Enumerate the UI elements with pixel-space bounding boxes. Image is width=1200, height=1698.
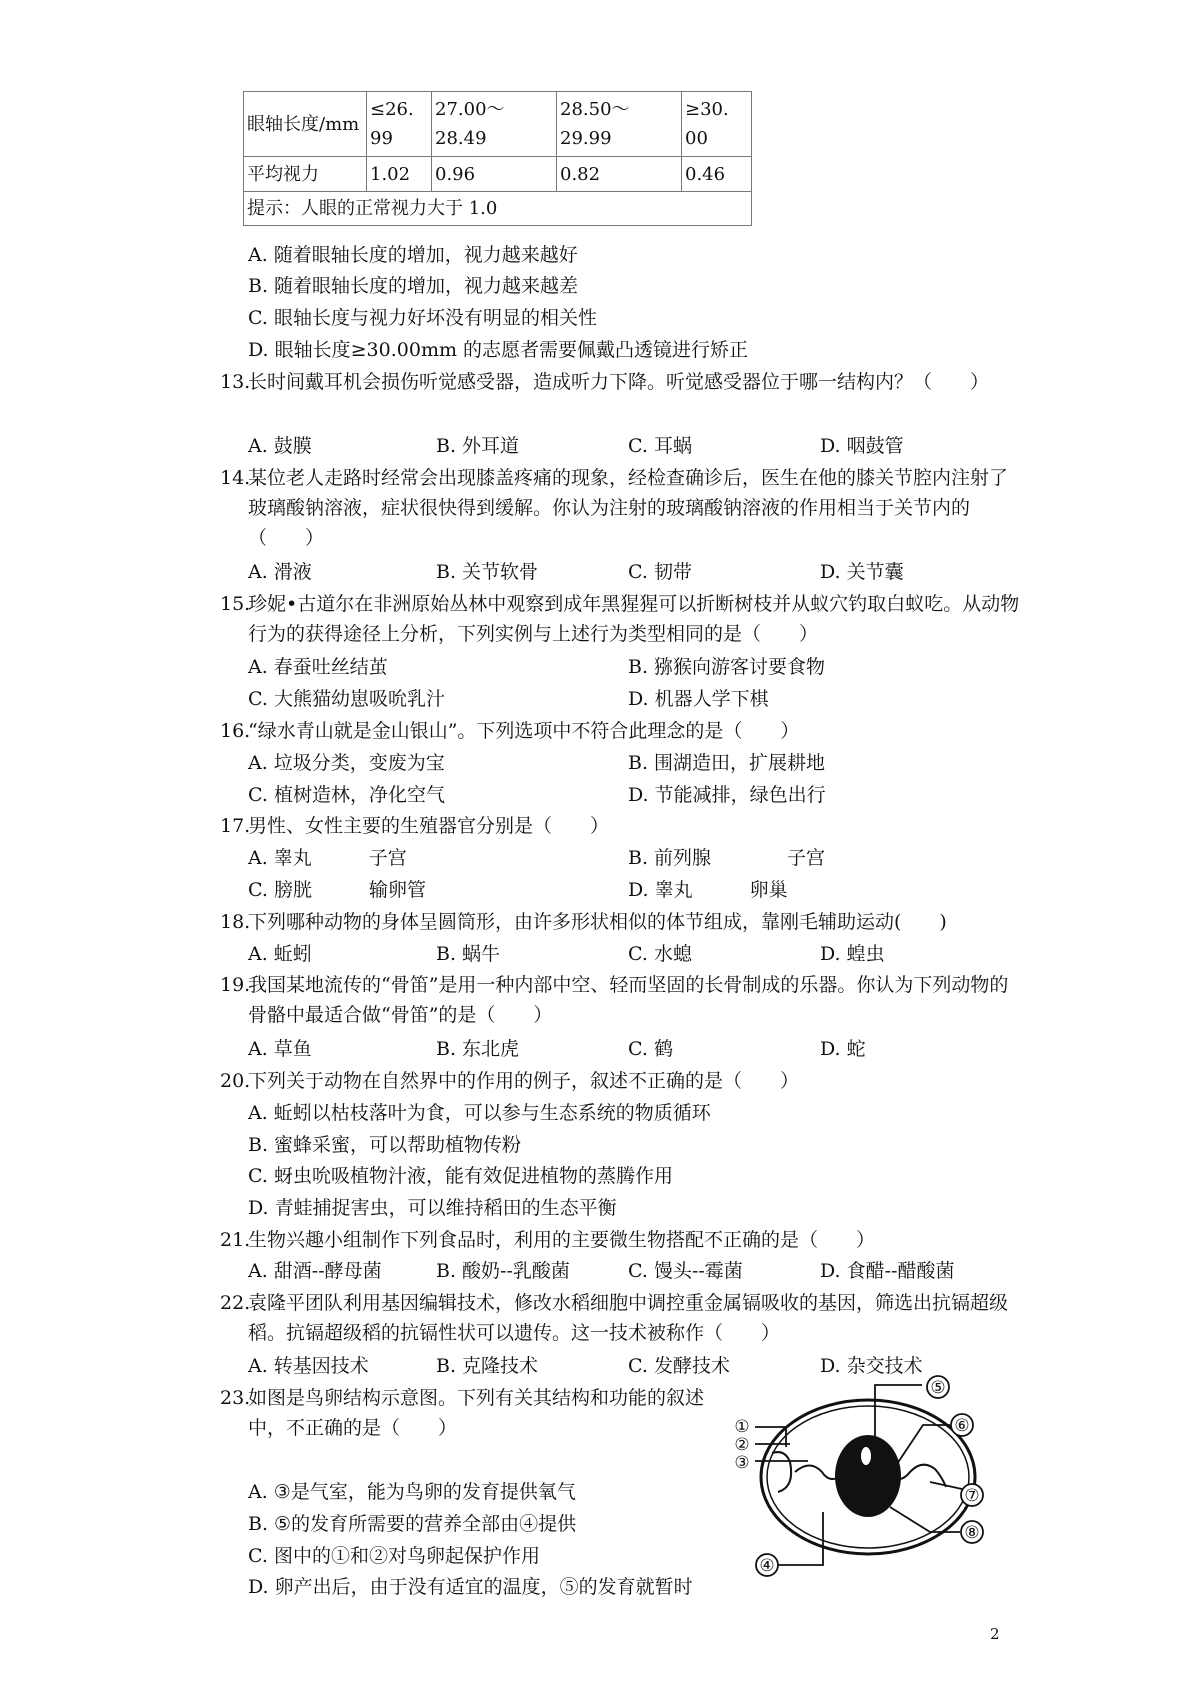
page-number: 2 [990,1625,1000,1643]
table-cell: 0.46 [682,157,752,192]
q16-option-c: C. 植树造林，净化空气 [248,784,445,806]
question-19 [220,970,1020,1030]
leader-line-6 [895,1425,950,1467]
q19-option-d: D. 蛇 [820,1038,866,1060]
air-chamber-line [772,1452,791,1492]
question-14 [220,463,1020,553]
q16-option-a: A. 垃圾分类，变废为宝 [248,752,445,774]
eye-axis-table [243,91,752,226]
q14-option-c: C. 韧带 [628,561,692,583]
table-cell: ≤26. 99 [367,92,432,157]
q17-option-b: B. 前列腺 子宫 [628,847,826,869]
question-text: 珍妮•古道尔在非洲原始丛林中观察到成年黑猩猩可以折断树枝并从蚁穴钓取白蚁吃。从动物行为的获得途径上分析，下列实例与上述行为类型相同的是（ ） [248,593,1020,645]
q22-option-d: D. 杂交技术 [820,1355,923,1377]
q17-option-c: C. 膀胱 输卵管 [248,879,426,901]
q12-option-b: B. 随着眼轴长度的增加，视力越来越差 [248,275,579,297]
question-text: 我国某地流传的“骨笛”是用一种内部中空、轻而坚固的长骨制成的乐器。你认为下列动物的骨骼中最适合做“骨笛”的是（ ） [248,974,1009,1026]
question-text: 长时间戴耳机会损伤听觉感受器，造成听力下降。听觉感受器位于哪一结构内？（ ） [248,371,990,393]
question-text: “绿水青山就是金山银山”。下列选项中不符合此理念的是（ ） [248,720,800,742]
q23-option-b: B. ⑤的发育所需要的营养全部由④提供 [248,1513,577,1535]
question-text: 如图是鸟卵结构示意图。下列有关其结构和功能的叙述中，不正确的是（ ） [248,1387,705,1439]
egg-label-2: ② [734,1435,750,1455]
question-23 [220,1383,740,1443]
egg-label-8: ⑧ [964,1523,980,1543]
question-text: 下列哪种动物的身体呈圆筒形，由许多形状相似的体节组成，靠刚毛辅助运动( ) [248,911,947,933]
q15-option-c: C. 大熊猫幼崽吸吮乳汁 [248,688,445,710]
table-row1-label: 眼轴长度/mm [244,92,367,157]
question-number: 13. [220,371,251,393]
yolk-shape [835,1435,901,1517]
q19-option-c: C. 鹤 [628,1038,673,1060]
question-number: 19. [220,974,251,996]
egg-label-4: ④ [759,1556,775,1576]
egg-label-1: ① [734,1417,750,1437]
q12-option-c: C. 眼轴长度与视力好坏没有明显的相关性 [248,307,597,329]
q18-option-b: B. 蜗牛 [436,943,501,965]
question-20 [220,1066,1020,1096]
q20-option-b: B. 蜜蜂采蜜，可以帮助植物传粉 [248,1134,522,1156]
egg-label-5: ⑤ [930,1378,946,1398]
question-number: 15. [220,593,251,615]
question-number: 21. [220,1229,251,1251]
egg-label-7: ⑦ [964,1486,980,1506]
table-cell: 0.96 [432,157,557,192]
table-cell: 28.50～ 29.99 [557,92,682,157]
q23-option-c: C. 图中的①和②对鸟卵起保护作用 [248,1545,540,1567]
table-cell: 0.82 [557,157,682,192]
q18-option-c: C. 水螅 [628,943,692,965]
question-number: 22. [220,1292,251,1314]
q13-option-a: A. 鼓膜 [248,435,312,457]
q15-option-a: A. 春蚕吐丝结茧 [248,656,388,678]
q17-option-a: A. 睾丸 子宫 [248,847,407,869]
leader-line-7 [930,1482,962,1489]
question-text: 某位老人走路时经常会出现膝盖疼痛的现象，经检查确诊后，医生在他的膝关节腔内注射了玻璃酸钠溶液，症状很快得到缓解。你认为注射的玻璃酸钠溶液的作用相当于关节内的（ ） [248,467,1009,549]
q20-option-a: A. 蚯蚓以枯枝落叶为食，可以参与生态系统的物质循环 [248,1102,711,1124]
question-16 [220,716,1020,746]
q18-option-a: A. 蚯蚓 [248,943,312,965]
question-number: 17. [220,815,251,837]
question-21 [220,1225,1020,1255]
question-22 [220,1288,1020,1348]
question-text: 下列关于动物在自然界中的作用的例子，叙述不正确的是（ ） [248,1070,800,1092]
q23-option-a: A. ③是气室，能为鸟卵的发育提供氧气 [248,1481,576,1503]
question-17 [220,811,1020,841]
question-15 [220,589,1020,649]
question-number: 20. [220,1070,251,1092]
q22-option-b: B. 克隆技术 [436,1355,539,1377]
question-number: 16. [220,720,251,742]
question-number: 18. [220,911,251,933]
table-cell: 1.02 [367,157,432,192]
q13-option-c: C. 耳蜗 [628,435,692,457]
q13-option-b: B. 外耳道 [436,435,520,457]
q15-option-b: B. 猕猴向游客讨要食物 [628,656,826,678]
q14-option-b: B. 关节软骨 [436,561,539,583]
question-text: 袁隆平团队利用基因编辑技术，修改水稻细胞中调控重金属镉吸收的基因，筛选出抗镉超级稻。抗镉超级稻的抗镉性状可以遗传。这一技术被称作（ ） [248,1292,1009,1344]
q16-option-d: D. 节能减排，绿色出行 [628,784,826,806]
egg-label-6: ⑥ [954,1416,970,1436]
question-text: 男性、女性主要的生殖器官分别是（ ） [248,815,610,837]
question-number: 14. [220,467,251,489]
q14-option-d: D. 关节囊 [820,561,904,583]
q15-option-d: D. 机器人学下棋 [628,688,769,710]
table-row2-label: 平均视力 [244,157,367,192]
q12-option-d: D. 眼轴长度≥30.00mm 的志愿者需要佩戴凸透镜进行矫正 [248,339,749,361]
question-number: 23. [220,1387,251,1409]
q16-option-b: B. 围湖造田，扩展耕地 [628,752,826,774]
q20-option-c: C. 蚜虫吮吸植物汁液，能有效促进植物的蒸腾作用 [248,1165,673,1187]
question-13 [220,367,1020,397]
q18-option-d: D. 蝗虫 [820,943,885,965]
q20-option-d: D. 青蛙捕捉害虫，可以维持稻田的生态平衡 [248,1197,617,1219]
germinal-disc-shape [861,1447,871,1465]
q19-option-b: B. 东北虎 [436,1038,520,1060]
q22-option-c: C. 发酵技术 [628,1355,730,1377]
q22-option-a: A. 转基因技术 [248,1355,369,1377]
q21-option-c: C. 馒头--霉菌 [628,1260,743,1282]
q21-option-b: B. 酸奶--乳酸菌 [436,1260,570,1282]
q23-option-d: D. 卵产出后，由于没有适宜的温度，⑤的发育就暂时 [248,1576,693,1598]
q12-option-a: A. 随着眼轴长度的增加，视力越来越好 [248,244,578,266]
table-note: 提示：人眼的正常视力大于 1.0 [244,192,752,226]
egg-label-3: ③ [734,1453,750,1473]
question-text: 生物兴趣小组制作下列食品时，利用的主要微生物搭配不正确的是（ ） [248,1229,876,1251]
q21-option-d: D. 食醋--醋酸菌 [820,1260,955,1282]
question-18 [220,907,1040,937]
table-cell: ≥30. 00 [682,92,752,157]
q21-option-a: A. 甜酒--酵母菌 [248,1260,382,1282]
q13-option-d: D. 咽鼓管 [820,435,904,457]
q19-option-a: A. 草鱼 [248,1038,312,1060]
table-cell: 27.00～ 28.49 [432,92,557,157]
q17-option-d: D. 睾丸 卵巢 [628,879,788,901]
bird-egg-diagram [734,1377,1000,1582]
q14-option-a: A. 滑液 [248,561,312,583]
